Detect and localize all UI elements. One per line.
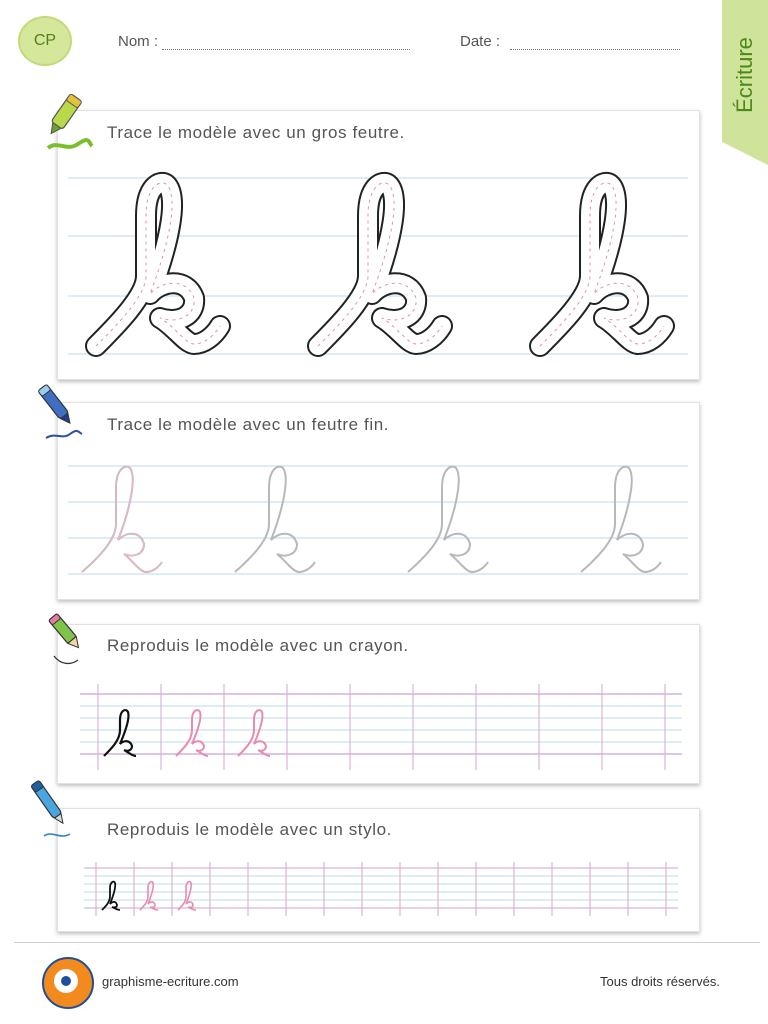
- level-badge-text: CP: [33, 32, 57, 49]
- footer-website-link[interactable]: graphisme-ecriture.com: [102, 974, 239, 989]
- model-letter-pink-1: [140, 882, 158, 910]
- model-letter-outline-1: [96, 183, 220, 346]
- instruction-3: Reproduis le modèle avec un crayon.: [107, 636, 409, 655]
- trace-letter-3: [408, 467, 488, 572]
- footer-divider: [14, 942, 760, 943]
- instruction-2: Trace le modèle avec un feutre fin.: [107, 415, 390, 434]
- model-letter-outline-3: [540, 183, 664, 346]
- name-label: Nom :: [118, 33, 159, 50]
- exercise-3-grid[interactable]: [80, 684, 682, 770]
- name-field[interactable]: [162, 49, 410, 50]
- model-letter-outline-2: [318, 183, 442, 346]
- trace-letter-1: [82, 467, 162, 572]
- baseline-lines: [80, 694, 682, 754]
- ruling-lines: [80, 694, 682, 754]
- date-field[interactable]: [510, 49, 680, 50]
- model-letter-pink-1: [176, 710, 208, 756]
- exercise-2-area: [68, 464, 688, 580]
- model-letter-pink-2: [238, 710, 270, 756]
- ballpoint-pen-icon: [30, 778, 82, 844]
- pencil-icon: [48, 612, 90, 668]
- trace-letter-2: [235, 467, 315, 572]
- model-letter-pink-2: [178, 882, 196, 910]
- instruction-1: Trace le modèle avec un gros feutre.: [107, 123, 405, 142]
- ruling-lines: [84, 868, 678, 908]
- side-tab-label: Écriture: [732, 37, 758, 113]
- footer-rights: Tous droits réservés.: [600, 974, 720, 989]
- level-badge: [18, 16, 72, 66]
- date-label: Date :: [460, 33, 501, 50]
- exercise-1-area: [68, 176, 688, 358]
- site-logo-dot: [61, 976, 71, 986]
- green-marker-icon: [44, 92, 94, 154]
- column-lines: [98, 684, 665, 770]
- baseline-lines: [84, 868, 678, 908]
- trace-letter-4: [581, 467, 661, 572]
- exercise-4-grid[interactable]: [84, 862, 678, 916]
- model-letter-black: [104, 710, 136, 756]
- side-tab-label-wrap: [722, 20, 768, 130]
- blue-felt-pen-icon: [38, 382, 88, 444]
- instruction-4: Reproduis le modèle avec un stylo.: [107, 820, 392, 839]
- model-letter-black: [102, 882, 120, 910]
